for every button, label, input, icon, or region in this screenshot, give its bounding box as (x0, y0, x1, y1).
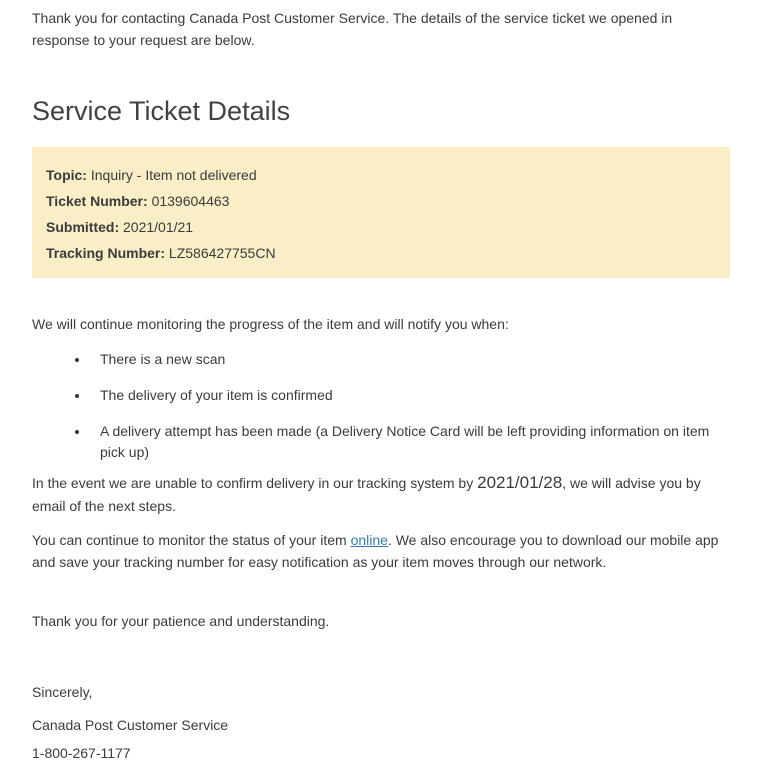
ticket-topic-value: Inquiry - Item not delivered (90, 167, 257, 184)
deadline-paragraph (32, 470, 730, 518)
ticket-submitted-value: 2021/01/21 (123, 219, 194, 236)
online-link[interactable]: online (350, 532, 388, 549)
tracking-number-value: LZ586427755CN (168, 245, 276, 262)
intro-paragraph: Thank you for contacting Canada Post Customer Service. The details of the service ticket we opened in response to your request are below. (32, 10, 673, 48)
ticket-details-box (32, 147, 730, 278)
ticket-number-label: Ticket Number: (46, 193, 148, 210)
ticket-row-number (46, 188, 716, 214)
tracking-number-label: Tracking Number: (46, 245, 166, 262)
ticket-topic-label: Topic: (46, 167, 87, 184)
monitor-paragraph (32, 530, 730, 573)
notification-list (32, 349, 730, 463)
ticket-number-value: 0139604463 (151, 193, 230, 210)
signoff-text: Sincerely, (32, 684, 93, 701)
monitoring-intro-paragraph: We will continue monitoring the progress of the item and will notify you when: (32, 316, 509, 333)
signature-text: Canada Post Customer Service (32, 716, 229, 733)
phone-number: 1-800-267-1177 (32, 744, 131, 761)
deadline-text-after: , we will advise you by email of the next steps. (32, 475, 701, 515)
list-item-delivery-confirmed: • The delivery of your item is confirmed (90, 385, 730, 406)
ticket-submitted-label: Submitted: (46, 219, 120, 236)
ticket-row-topic (46, 162, 716, 188)
thanks-paragraph: Thank you for your patience and understanding. (32, 613, 330, 630)
ticket-row-submitted (46, 214, 716, 240)
list-item-delivery-attempt: • A delivery attempt has been made (a Delivery Notice Card will be left providing information on item pick up) (90, 421, 730, 463)
page-title: Service Ticket Details (32, 96, 291, 127)
deadline-date: 2021/01/28 (477, 473, 563, 493)
list-item-new-scan: • There is a new scan (90, 349, 730, 370)
ticket-row-tracking (46, 240, 716, 266)
monitor-text-before: You can continue to monitor the status of your item (32, 532, 351, 549)
deadline-text-before: In the event we are unable to confirm delivery in our tracking system by (32, 475, 478, 492)
monitor-text-after: . We also encourage you to download our mobile app and save your tracking number for easy notification as your item moves through our network. (32, 532, 719, 570)
